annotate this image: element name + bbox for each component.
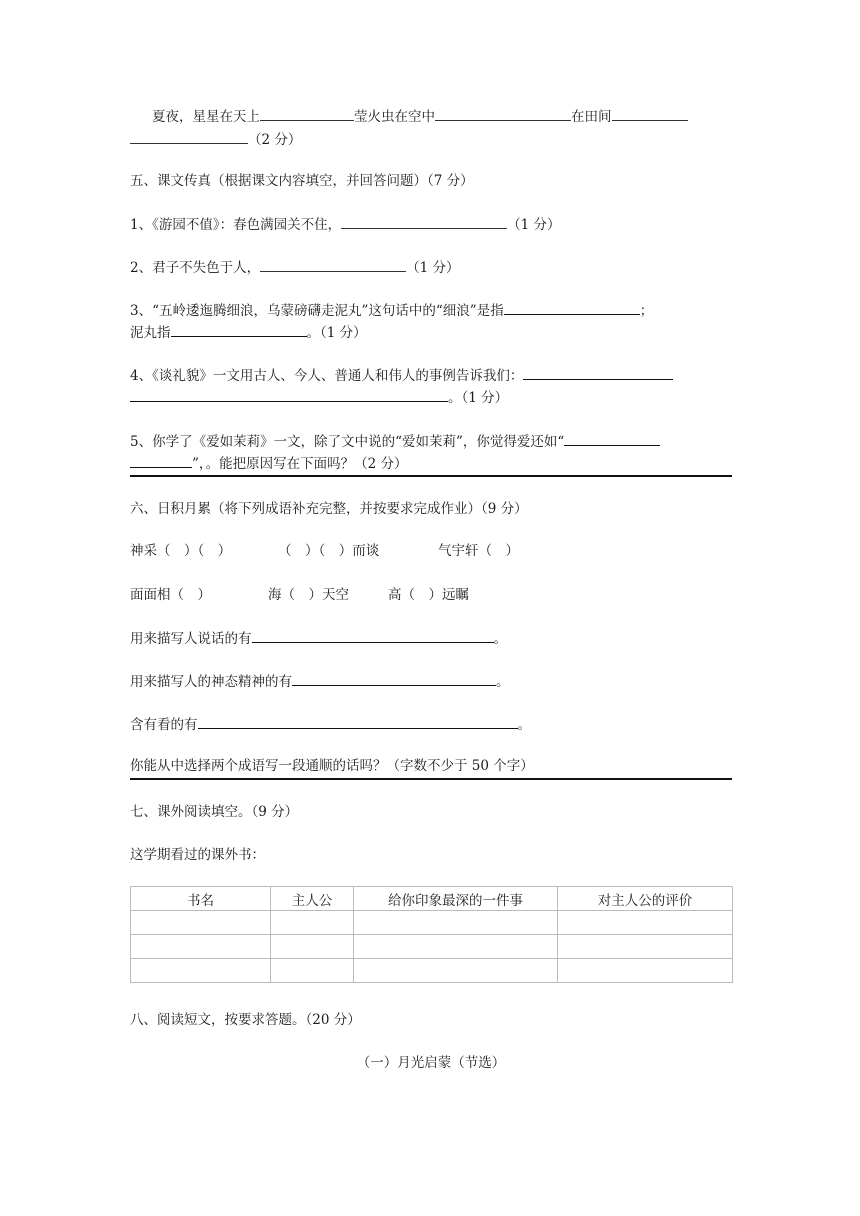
q5-item-1-blank[interactable] [341,214,507,229]
q6-speak-blank[interactable] [252,628,494,643]
table-row [131,911,733,935]
q5-item-2-blank[interactable] [260,257,406,272]
q5-item-2 [130,257,459,278]
table-cell[interactable] [271,911,354,935]
q6-speak-tail: 。 [493,631,507,647]
q5-item-1-text: 1、《游园不值》：春色满园关不住， [130,217,342,233]
q4-text-1: 夏夜，星星在天上 [152,109,260,125]
idiom-1: 神采（ ）（ ） [130,543,232,559]
table-cell[interactable] [271,935,354,959]
idiom-row-1 [130,541,519,561]
table-row [131,935,733,959]
idiom-3: 气宇轩（ ） [438,543,519,559]
table-cell[interactable] [354,935,558,959]
q5-item-1-score: （1 分） [507,217,561,233]
q6-spirit-text: 用来描写人的神态精神的有 [130,674,292,690]
q6-speak [130,628,507,649]
q5-item-3-blank-1[interactable] [504,300,640,315]
q6-look-text: 含有看的有 [130,717,198,733]
q4-blank-4[interactable] [130,129,248,144]
q4-line-1 [152,106,688,127]
q4-text-3: 在田间 [571,109,612,125]
idiom-5: 海（ ）天空 [268,587,349,603]
q6-look-tail: 。 [517,717,531,733]
q6-spirit-tail: 。 [496,674,510,690]
q4-blank-2[interactable] [435,106,571,121]
q6-look-blank[interactable] [198,714,518,729]
table-cell[interactable] [354,911,558,935]
q4-blank-3[interactable] [612,106,688,121]
idiom-row-2 [130,585,469,605]
table-cell[interactable] [271,959,354,983]
q5-item-4-line-2 [130,387,508,408]
q6-speak-text: 用来描写人说话的有 [130,631,252,647]
section-7-heading: 七、课外阅读填空。（9 分） [130,804,299,820]
idiom-6: 高（ ）远瞩 [388,587,469,603]
q5-item-3 [130,300,653,321]
section-8-heading: 八、阅读短文，按要求答题。（20 分） [130,1012,361,1028]
table-cell[interactable] [354,959,558,983]
q5-item-4-score: 。（1 分） [448,390,509,406]
q7-intro: 这学期看过的课外书： [130,847,265,863]
q5-item-5-line-2 [130,453,408,474]
q5-item-5-tail: ”，。能把原因写在下面吗？（2 分） [192,456,408,472]
q5-item-3-line-2 [130,322,367,343]
table-cell[interactable] [558,911,733,935]
section-5-heading: 五、课文传真（根据课文内容填空，并回答问题）（7 分） [130,173,474,189]
book-table [130,886,733,983]
q6-spirit-blank[interactable] [292,671,496,686]
table-header-row [131,887,733,911]
q5-item-4 [130,365,673,386]
table-cell[interactable] [131,911,271,935]
section-6-heading: 六、日积月累（将下列成语补充完整，并按要求完成作业）（9 分） [130,501,528,517]
header-book-name: 书名 [131,887,271,911]
table-cell[interactable] [558,935,733,959]
q5-item-4-blank-1[interactable] [523,365,673,380]
q5-item-3-line-2-text: 泥丸指 [130,325,171,341]
table-cell[interactable] [131,959,271,983]
q4-blank-1[interactable] [260,106,354,121]
q5-item-2-text: 2、君子不失色于人， [130,260,261,276]
table-cell[interactable] [558,959,733,983]
q5-item-5-text: 5、你学了《爱如茉莉》一文，除了文中说的“爱如茉莉”，你觉得爱还如“ [130,434,565,450]
q6-look [130,714,531,735]
q5-item-4-blank-2[interactable] [130,387,448,402]
passage-title: （一）月光启蒙（节选） [356,1055,506,1071]
q6-spirit [130,671,510,692]
table-cell[interactable] [131,935,271,959]
q5-item-5-blank-1[interactable] [564,431,660,446]
table-row [131,959,733,983]
header-memorable-event: 给你印象最深的一件事 [354,887,558,911]
q4-score: （2 分） [248,132,302,148]
q6-write: 你能从中选择两个成语写一段通顺的话吗？（字数不少于 50 个字） [130,758,534,774]
q5-item-2-score: （1 分） [406,260,460,276]
header-evaluation: 对主人公的评价 [558,887,733,911]
q5-item-4-text: 4、《谈礼貌》一文用古人、今人、普通人和伟人的事例告诉我们： [130,368,524,384]
answer-rule-1 [130,475,732,477]
answer-rule-2 [130,778,732,780]
q5-item-3-blank-2[interactable] [171,322,307,337]
q5-item-5-blank-2[interactable] [130,453,192,468]
q5-item-3-text: 3、“五岭逶迤腾细浪，乌蒙磅礴走泥丸”这句话中的“细浪”是指 [130,303,504,319]
q5-item-3-sep: ； [639,303,654,319]
idiom-4: 面面相（ ） [130,587,211,603]
header-protagonist: 主人公 [271,887,354,911]
idiom-2: （ ）（ ）而谈 [278,543,380,559]
q5-item-3-score: 。（1 分） [306,325,367,341]
q4-text-2: 莹火虫在空中 [354,109,435,125]
q4-line-2 [130,129,301,150]
q5-item-5 [130,431,660,452]
q5-item-1 [130,214,560,235]
